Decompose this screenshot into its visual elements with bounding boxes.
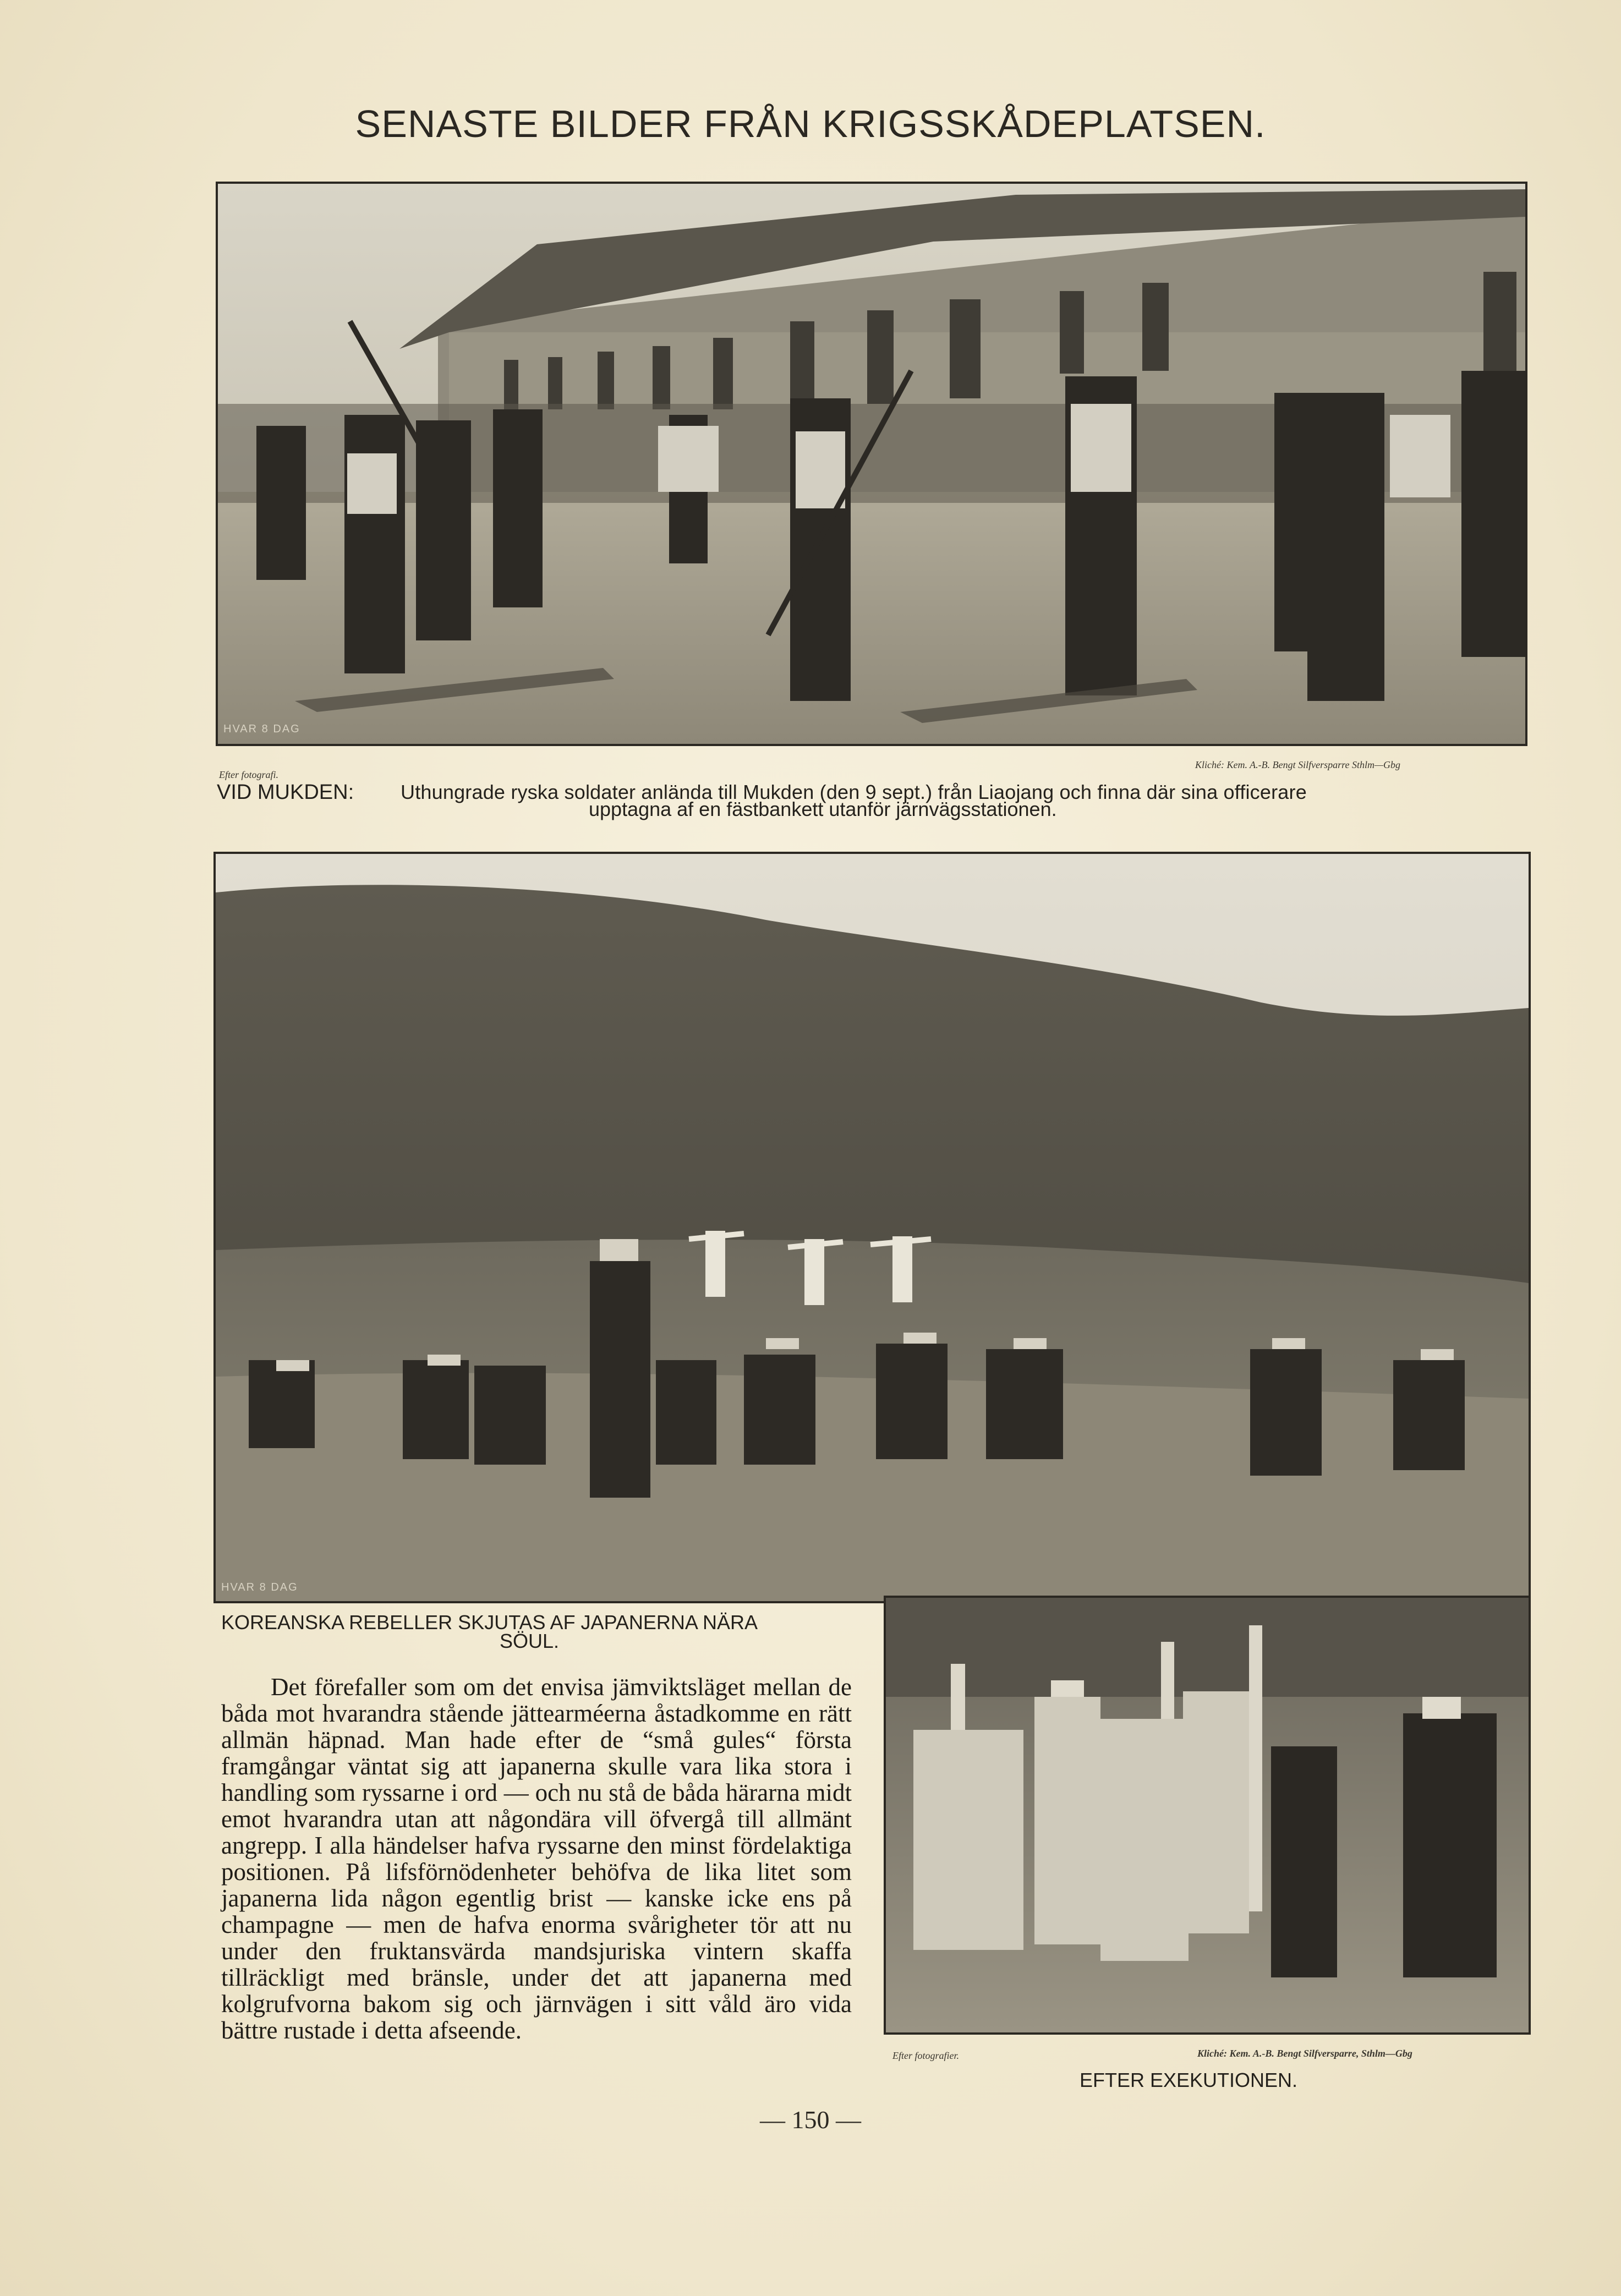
- photo-mukden-station: [216, 182, 1527, 746]
- photo2-caption-line2: SÖUL.: [500, 1630, 560, 1652]
- page-number: — 150 —: [760, 2106, 861, 2134]
- photo1-caption-line1: Uthungrade ryska soldater anlända till Mukden (den 9 sept.) från Liaojang och finna där sina officerare: [401, 781, 1307, 803]
- photo-after-execution: [884, 1596, 1531, 2035]
- article-body: Det förefaller som om det envisa jämviktsläget mellan de båda mot hvarandra stående jättearméerna åstadkomme en rätt allmän häpnad. Man hade efter de “små gules“ första framgångar väntat sig att japanerna skulle vara lika stora i handling som ryssarne i ord — och nu stå de båda härarna midt emot hvarandra utan att någondära vill öfvergå till allmänt angrepp. I alla händelser hafva ryssarne den minst fördelaktiga positionen. På lifsförnödenheter behöfva de lika litet som japanerna lida någon egentlig brist — kanske icke ens på champagne — men de hafva enorma svårigheter tör att nu under den fruktansvärda mandsjuriska vintern skaffa tillräckligt med bränsle, under det att japanerna med kolgrufvorna bakom sig och järnvägen i sitt våld äro vida bättre rustade i detta afseende.: [221, 1673, 852, 2044]
- photo3-caption: EFTER EXEKUTIONEN.: [1080, 2069, 1298, 2091]
- page-headline: SENASTE BILDER FRÅN KRIGSSKÅDEPLATSEN.: [355, 102, 1266, 145]
- photo1-caption-line2: upptagna af en fästbankett utanför järnvägsstationen.: [589, 798, 1057, 820]
- photo1-caption-label: VID MUKDEN:: [217, 781, 354, 804]
- photo2-signature: HVAR 8 DAG: [221, 1581, 298, 1593]
- photo-aftermath-image: [886, 1598, 1529, 2032]
- photo1-credit-left: Efter fotografi.: [219, 769, 278, 780]
- photo-execution-field: [213, 852, 1531, 1603]
- photo1-signature: HVAR 8 DAG: [223, 723, 300, 735]
- photo-mukden-image: [218, 184, 1525, 744]
- photo1-credit-right: Kliché: Kem. A.-B. Bengt Silfversparre Sthlm—Gbg: [1195, 759, 1400, 770]
- article-text: [221, 1674, 852, 2043]
- photo3-credit-right: Kliché: Kem. A.-B. Bengt Silfversparre, Sthlm—Gbg: [1197, 2048, 1412, 2059]
- photo3-credit-left: Efter fotografier.: [892, 2050, 959, 2061]
- photo-field-image: [216, 854, 1529, 1601]
- photo2-caption-line1: KOREANSKA REBELLER SKJUTAS AF JAPANERNA NÄRA: [221, 1611, 758, 1634]
